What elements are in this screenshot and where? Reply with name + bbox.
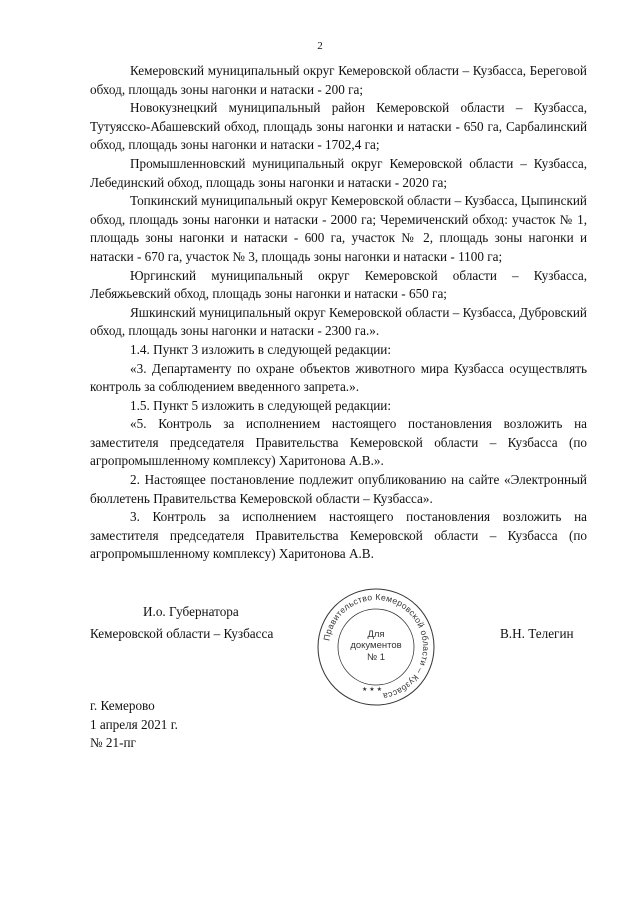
issue-details: [90, 697, 178, 753]
stamp-line-3: № 1: [366, 652, 386, 663]
stamp-line-1: Для: [367, 629, 385, 640]
paragraph-novokuznetsky: Новокузнецкий муниципальный район Кемеровской области – Кузбасса, Тутуясско-Абашевский обход, площадь зоны нагонки и натаски - 650 га, Сарбалинский обход, площадь зоны нагонки и натаски - 1702,4 га;: [90, 100, 587, 153]
stamp-ring-textpath: Правительство Кемеровской области – Кузбасса: [321, 591, 432, 702]
paragraph-item-1-5: 1.5. Пункт 5 изложить в следующей редакции:: [130, 397, 392, 413]
paragraph-yurginsky: Юргинский муниципальный округ Кемеровской области – Кузбасса, Лебяжьевский обход, площадь зоны нагонки и натаски - 650 га;: [90, 267, 587, 302]
official-stamp: [314, 585, 438, 709]
document-body: [90, 62, 587, 564]
paragraph-item-2: 2. Настоящее постановление подлежит опубликованию на сайте «Электронный бюллетень Правительства Кемеровской области – Кузбасса».: [90, 472, 587, 506]
page-number: 2: [317, 40, 323, 52]
signature-name: В.Н. Телегин: [500, 626, 574, 641]
issue-city: г. Кемерово: [90, 698, 155, 713]
paragraph-kemerovsky: Кемеровский муниципальный округ Кемеровской области – Кузбасса, Береговой обход, площадь зоны нагонки и натаски - 200 га;: [90, 63, 587, 97]
stamp-stars: ★ ★ ★: [362, 686, 382, 693]
issue-date: 1 апреля 2021 г.: [90, 716, 178, 732]
paragraph-item-3-text: «3. Департаменту по охране объектов животного мира Кузбасса осуществлять контроль за соблюдением введенного запрета.».: [90, 360, 587, 395]
stamp-line-2: документов: [350, 640, 402, 651]
signature-org: Кемеровской области – Кузбасса: [90, 626, 274, 641]
paragraph-item-5-text: «5. Контроль за исполнением настоящего постановления возложить на заместителя председателя Правительства Кемеровской области – Кузбасса (по агропромышленному комплексу) Харитонова А.В.».: [90, 416, 587, 469]
issue-number: № 21-пг: [90, 735, 136, 751]
paragraph-promyshlennovsky: Промышленновский муниципальный округ Кемеровской области – Кузбасса, Лебединский обход, площадь зоны нагонки и натаски - 2020 га;: [90, 155, 587, 190]
signature-title: И.о. Губернатора: [143, 604, 239, 619]
paragraph-yashkinsky: Яшкинский муниципальный округ Кемеровской области – Кузбасса, Дубровский обход, площадь зоны нагонки и натаски - 2300 га.».: [90, 304, 587, 339]
paragraph-item-3: 3. Контроль за исполнением настоящего постановления возложить на заместителя председателя Правительства Кемеровской области – Кузбасса (по агропромышленному комплексу) Харитонова А.В.: [90, 509, 587, 562]
paragraph-topkinsky: Топкинский муниципальный округ Кемеровской области – Кузбасса, Цыпинский обход, площадь зоны нагонки и натаски - 2000 га; Черемиченский обход: участок № 1, площадь зоны нагонки и натаски - 600 га, участок № 2, площадь зоны нагонки и натаски - 670 га, участок № 3, площадь зоны нагонки и натаски - 1100 га;: [90, 193, 587, 264]
paragraph-item-1-4: 1.4. Пункт 3 изложить в следующей редакции:: [130, 341, 392, 357]
